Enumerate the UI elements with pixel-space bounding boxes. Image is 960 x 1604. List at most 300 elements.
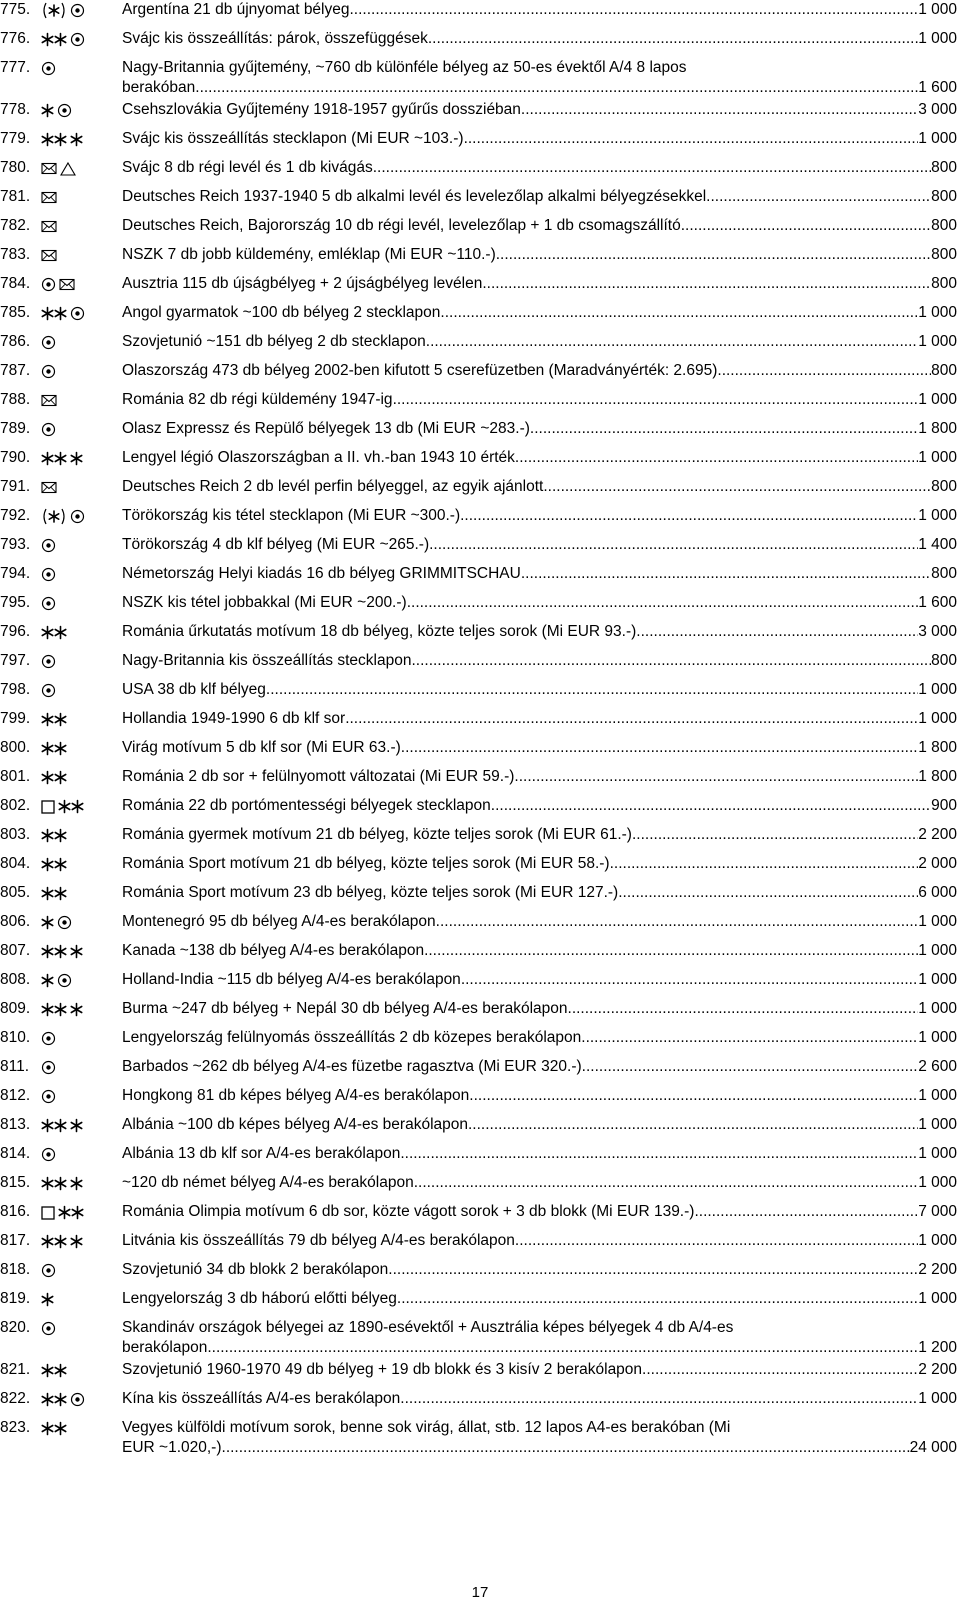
condition-symbols bbox=[41, 161, 76, 176]
lot-price: 1 800 bbox=[918, 768, 957, 785]
dot-leader bbox=[491, 796, 931, 816]
condition-symbols bbox=[41, 944, 83, 959]
dot-leader bbox=[618, 883, 918, 903]
lot-text: EUR ~1.020,-) bbox=[122, 1439, 222, 1456]
double-star-icon bbox=[41, 1421, 67, 1436]
lot-description bbox=[122, 506, 957, 526]
lot-number: 819. bbox=[0, 1290, 31, 1307]
lot-price: 1 000 bbox=[918, 1087, 957, 1104]
lot-description bbox=[122, 825, 957, 845]
envelope-icon bbox=[41, 220, 57, 233]
lot-number: 791. bbox=[0, 478, 31, 495]
lot-text: Szovjetunió 1960-1970 49 db bélyeg + 19 db blokk és 3 kisív 2 berakólapon bbox=[122, 1361, 643, 1378]
lot-price: 1 000 bbox=[918, 1290, 957, 1307]
dot-leader bbox=[515, 448, 918, 468]
lot-number: 790. bbox=[0, 449, 31, 466]
lot-description bbox=[122, 29, 957, 49]
condition-symbols bbox=[41, 219, 57, 234]
double-star-icon bbox=[41, 451, 67, 466]
lot-number: 810. bbox=[0, 1029, 31, 1046]
lot-number: 789. bbox=[0, 420, 31, 437]
dot-leader bbox=[400, 1144, 918, 1164]
star-icon bbox=[70, 451, 83, 466]
dot-leader bbox=[581, 1028, 918, 1048]
lot-text: Svájc 8 db régi levél és 1 db kivágás bbox=[122, 159, 373, 176]
lot-text: Nagy-Britannia kis összeállítás stecklapon bbox=[122, 652, 412, 669]
lot-number: 782. bbox=[0, 217, 31, 234]
circle-icon bbox=[70, 509, 85, 524]
lot-description bbox=[122, 767, 957, 787]
condition-symbols bbox=[41, 973, 72, 988]
dot-leader bbox=[568, 999, 919, 1019]
double-star-icon bbox=[41, 1002, 67, 1017]
double-star-icon bbox=[41, 857, 67, 872]
condition-symbols bbox=[41, 3, 85, 18]
envelope-icon bbox=[41, 481, 57, 494]
circle-icon bbox=[41, 1263, 56, 1278]
condition-symbols bbox=[41, 509, 85, 524]
dot-leader bbox=[411, 651, 931, 671]
lot-description bbox=[122, 1115, 957, 1135]
lot-price: 800 bbox=[931, 217, 957, 234]
lot-number: 780. bbox=[0, 159, 31, 176]
lot-price: 1 000 bbox=[918, 391, 957, 408]
lot-number: 778. bbox=[0, 101, 31, 118]
double-star-icon bbox=[41, 944, 67, 959]
lot-number: 792. bbox=[0, 507, 31, 524]
dot-leader bbox=[468, 1115, 918, 1135]
lot-number: 783. bbox=[0, 246, 31, 263]
dot-leader bbox=[496, 245, 931, 265]
lot-number: 814. bbox=[0, 1145, 31, 1162]
double-star-icon bbox=[41, 306, 67, 321]
dot-leader bbox=[694, 1202, 918, 1222]
lot-text: Kína kis összeállítás A/4-es berakólapon bbox=[122, 1390, 401, 1407]
lot-number: 797. bbox=[0, 652, 31, 669]
lot-number: 816. bbox=[0, 1203, 31, 1220]
lot-description bbox=[122, 58, 957, 98]
double-star-icon bbox=[41, 1176, 67, 1191]
double-star-icon bbox=[41, 886, 67, 901]
triangle-icon bbox=[60, 162, 76, 176]
lot-number: 776. bbox=[0, 30, 31, 47]
lot-price: 2 200 bbox=[918, 826, 957, 843]
lot-description bbox=[122, 622, 957, 642]
lot-text: ~120 db német bélyeg A/4-es berakólapon bbox=[122, 1174, 414, 1191]
lot-price: 1 000 bbox=[918, 971, 957, 988]
lot-number: 808. bbox=[0, 971, 31, 988]
lot-text: Argentína 21 db újnyomat bélyeg bbox=[122, 1, 350, 18]
lot-text: NSZK kis tétel jobbakkal (Mi EUR ~200.-) bbox=[122, 594, 407, 611]
condition-symbols bbox=[41, 335, 56, 350]
double-star-icon bbox=[41, 770, 67, 785]
lot-text: Svájc kis összeállítás stecklapon (Mi EUR ~103.-) bbox=[122, 130, 464, 147]
lot-description bbox=[122, 303, 957, 323]
lot-number: 781. bbox=[0, 188, 31, 205]
lot-description bbox=[122, 709, 957, 729]
dot-leader bbox=[222, 1438, 910, 1458]
lot-price: 800 bbox=[931, 652, 957, 669]
condition-symbols bbox=[41, 393, 57, 408]
lot-price: 800 bbox=[931, 275, 957, 292]
lot-text-first-line: Nagy-Britannia gyűjtemény, ~760 db különféle bélyeg az 50-es évektől A/4 8 lapos bbox=[122, 59, 687, 76]
dot-leader bbox=[350, 0, 919, 20]
lot-price: 2 200 bbox=[918, 1261, 957, 1278]
lot-number: 795. bbox=[0, 594, 31, 611]
circle-icon bbox=[70, 32, 85, 47]
lot-text: Deutsches Reich, Bajorország 10 db régi levél, levelezőlap + 1 db csomagszállító bbox=[122, 217, 681, 234]
condition-symbols bbox=[41, 799, 84, 814]
double-star-icon bbox=[41, 712, 67, 727]
lot-description bbox=[122, 448, 957, 468]
lot-price: 800 bbox=[931, 362, 957, 379]
dot-leader bbox=[482, 274, 931, 294]
lot-price: 1 000 bbox=[918, 130, 957, 147]
lot-description bbox=[122, 1418, 957, 1458]
condition-symbols bbox=[41, 654, 56, 669]
circle-icon bbox=[70, 1392, 85, 1407]
star-icon bbox=[70, 132, 83, 147]
lot-price: 800 bbox=[931, 159, 957, 176]
envelope-icon bbox=[41, 249, 57, 262]
lot-text: Törökország kis tétel stecklapon (Mi EUR ~300.-) bbox=[122, 507, 461, 524]
lot-price: 7 000 bbox=[918, 1203, 957, 1220]
condition-symbols bbox=[41, 1292, 54, 1307]
dot-leader bbox=[426, 332, 918, 352]
lot-number: 785. bbox=[0, 304, 31, 321]
condition-symbols bbox=[41, 480, 57, 495]
condition-symbols bbox=[41, 1176, 83, 1191]
condition-symbols bbox=[41, 567, 56, 582]
condition-symbols bbox=[41, 857, 67, 872]
star-icon bbox=[41, 1292, 54, 1307]
lot-number: 803. bbox=[0, 826, 31, 843]
lot-text: Románia Sport motívum 21 db bélyeg, közte teljes sorok (Mi EUR 58.-) bbox=[122, 855, 610, 872]
lot-text: Deutsches Reich 1937-1940 5 db alkalmi levél és levelezőlap alkalmi bélyegzésekkel bbox=[122, 188, 707, 205]
condition-symbols bbox=[41, 61, 56, 76]
lot-price: 1 000 bbox=[918, 913, 957, 930]
square-icon bbox=[41, 1206, 55, 1220]
star-icon bbox=[70, 944, 83, 959]
lot-price: 1 000 bbox=[918, 1000, 957, 1017]
dot-leader bbox=[681, 216, 931, 236]
lot-description bbox=[122, 1057, 957, 1077]
dot-leader bbox=[461, 970, 918, 990]
lot-text: Olaszország 473 db bélyeg 2002-ben kifutott 5 cserefüzetben (Maradványérték: 2.695) bbox=[122, 362, 718, 379]
lot-text: USA 38 db klf bélyeg bbox=[122, 681, 266, 698]
lot-text: Albánia ~100 db képes bélyeg A/4-es berakólapon bbox=[122, 1116, 468, 1133]
circle-icon bbox=[41, 277, 56, 292]
dot-leader bbox=[636, 622, 918, 642]
condition-symbols bbox=[41, 190, 57, 205]
lot-description bbox=[122, 999, 957, 1019]
lot-description bbox=[122, 1389, 957, 1409]
lot-number: 818. bbox=[0, 1261, 31, 1278]
condition-symbols bbox=[41, 364, 56, 379]
circle-icon bbox=[41, 683, 56, 698]
dot-leader bbox=[521, 100, 918, 120]
lot-price: 800 bbox=[931, 478, 957, 495]
lot-number: 796. bbox=[0, 623, 31, 640]
lot-text: Románia 22 db portómentességi bélyegek stecklapon bbox=[122, 797, 491, 814]
star-icon bbox=[70, 1234, 83, 1249]
lot-price: 1 000 bbox=[918, 1, 957, 18]
lot-description bbox=[122, 854, 957, 874]
lot-price: 1 000 bbox=[918, 449, 957, 466]
lot-description bbox=[122, 1318, 957, 1358]
lot-text: Románia Olimpia motívum 6 db sor, közte vágott sorok + 3 db blokk (Mi EUR 139.-) bbox=[122, 1203, 695, 1220]
circle-icon bbox=[41, 1147, 56, 1162]
star-icon bbox=[70, 1118, 83, 1133]
lot-price: 1 800 bbox=[918, 739, 957, 756]
lot-description bbox=[122, 1202, 957, 1222]
condition-symbols bbox=[41, 828, 67, 843]
lot-number: 815. bbox=[0, 1174, 31, 1191]
circle-icon bbox=[41, 364, 56, 379]
lot-number: 821. bbox=[0, 1361, 31, 1378]
dot-leader bbox=[521, 564, 931, 584]
lot-description bbox=[122, 883, 957, 903]
lot-description bbox=[122, 216, 957, 236]
star-icon bbox=[70, 1176, 83, 1191]
condition-symbols bbox=[41, 712, 67, 727]
lot-description bbox=[122, 361, 957, 381]
condition-symbols bbox=[41, 1002, 83, 1017]
lot-description bbox=[122, 738, 957, 758]
dot-leader bbox=[407, 593, 919, 613]
condition-symbols bbox=[41, 422, 56, 437]
condition-symbols bbox=[41, 1147, 56, 1162]
circle-icon bbox=[41, 335, 56, 350]
double-star-icon bbox=[41, 32, 67, 47]
lot-text: berakólapon bbox=[122, 1339, 208, 1356]
lot-text: Románia Sport motívum 23 db bélyeg, közte teljes sorok (Mi EUR 127.-) bbox=[122, 884, 619, 901]
condition-symbols bbox=[41, 1263, 56, 1278]
circle-icon bbox=[41, 1060, 56, 1075]
lot-number: 793. bbox=[0, 536, 31, 553]
lot-number: 813. bbox=[0, 1116, 31, 1133]
lot-price: 1 000 bbox=[918, 681, 957, 698]
lot-description bbox=[122, 1289, 957, 1309]
dot-leader bbox=[266, 680, 918, 700]
double-star-icon bbox=[41, 1392, 67, 1407]
lot-description bbox=[122, 941, 957, 961]
lot-description bbox=[122, 245, 957, 265]
condition-symbols bbox=[41, 1234, 83, 1249]
condition-symbols bbox=[41, 1363, 67, 1378]
lot-description bbox=[122, 1028, 957, 1048]
envelope-icon bbox=[59, 278, 75, 291]
condition-symbols bbox=[41, 1118, 83, 1133]
dot-leader bbox=[424, 941, 918, 961]
lot-number: 801. bbox=[0, 768, 31, 785]
condition-symbols bbox=[41, 248, 57, 263]
lot-number: 779. bbox=[0, 130, 31, 147]
condition-symbols bbox=[41, 306, 85, 321]
lot-price: 1 600 bbox=[918, 79, 957, 96]
lot-number: 777. bbox=[0, 59, 31, 76]
lot-text-first-line: Vegyes külföldi motívum sorok, benne sok virág, állat, stb. 12 lapos A4-es berakóban (Mi bbox=[122, 1419, 731, 1436]
page-number: 17 bbox=[471, 1584, 489, 1601]
lot-price: 1 000 bbox=[918, 1232, 957, 1249]
lot-number: 798. bbox=[0, 681, 31, 698]
double-star-icon bbox=[41, 1363, 67, 1378]
condition-symbols bbox=[41, 1392, 85, 1407]
dot-leader bbox=[429, 535, 918, 555]
dot-leader bbox=[436, 912, 919, 932]
double-star-icon bbox=[41, 741, 67, 756]
lot-number: 812. bbox=[0, 1087, 31, 1104]
lot-price: 1 200 bbox=[918, 1339, 957, 1356]
circle-icon bbox=[41, 1321, 56, 1336]
condition-symbols bbox=[41, 1421, 67, 1436]
circle-icon bbox=[41, 61, 56, 76]
lot-text: Burma ~247 db bélyeg + Nepál 30 db bélyeg A/4-es berakólapon bbox=[122, 1000, 568, 1017]
lot-text: Románia 2 db sor + felülnyomott változatai (Mi EUR 59.-) bbox=[122, 768, 515, 785]
condition-symbols bbox=[41, 770, 67, 785]
dot-leader bbox=[706, 187, 931, 207]
lot-price: 1 600 bbox=[918, 594, 957, 611]
lot-price: 900 bbox=[931, 797, 957, 814]
lot-description bbox=[122, 100, 957, 120]
lot-text: Lengyel légió Olaszországban a II. vh.-ban 1943 10 érték bbox=[122, 449, 515, 466]
star-icon bbox=[41, 103, 54, 118]
condition-symbols bbox=[41, 683, 56, 698]
lot-description bbox=[122, 651, 957, 671]
dot-leader bbox=[388, 1260, 918, 1280]
lot-text: Németország Helyi kiadás 16 db bélyeg GRIMMITSCHAU bbox=[122, 565, 521, 582]
lot-price: 1 000 bbox=[918, 507, 957, 524]
lot-text: Albánia 13 db klf sor A/4-es berakólapon bbox=[122, 1145, 401, 1162]
lot-text: Montenegró 95 db bélyeg A/4-es berakólapon bbox=[122, 913, 436, 930]
dot-leader bbox=[428, 29, 918, 49]
lot-number: 800. bbox=[0, 739, 31, 756]
condition-symbols bbox=[41, 1205, 84, 1220]
lot-description bbox=[122, 564, 957, 584]
circle-icon bbox=[41, 1031, 56, 1046]
dot-leader bbox=[400, 1389, 918, 1409]
lot-number: 817. bbox=[0, 1232, 31, 1249]
lot-description bbox=[122, 912, 957, 932]
lot-description bbox=[122, 274, 957, 294]
lot-price: 800 bbox=[931, 565, 957, 582]
lot-number: 804. bbox=[0, 855, 31, 872]
lot-text: Kanada ~138 db bélyeg A/4-es berakólapon bbox=[122, 942, 425, 959]
condition-symbols bbox=[41, 1321, 56, 1336]
double-star-icon bbox=[41, 132, 67, 147]
lot-number: 794. bbox=[0, 565, 31, 582]
condition-symbols bbox=[41, 1089, 56, 1104]
double-star-icon bbox=[58, 799, 84, 814]
lot-price: 1 800 bbox=[918, 420, 957, 437]
dot-leader bbox=[397, 1289, 918, 1309]
lot-description bbox=[122, 1144, 957, 1164]
condition-symbols bbox=[41, 451, 83, 466]
square-icon bbox=[41, 800, 55, 814]
lot-text: Románia űrkutatás motívum 18 db bélyeg, közte teljes sorok (Mi EUR 93.-) bbox=[122, 623, 637, 640]
lot-price: 1 000 bbox=[918, 304, 957, 321]
dot-leader bbox=[543, 477, 931, 497]
lot-number: 809. bbox=[0, 1000, 31, 1017]
lot-number: 775. bbox=[0, 1, 31, 18]
envelope-icon bbox=[41, 162, 57, 175]
condition-symbols bbox=[41, 538, 56, 553]
envelope-icon bbox=[41, 394, 57, 407]
lot-price: 24 000 bbox=[909, 1439, 957, 1456]
lot-text: Szovjetunió ~151 db bélyeg 2 db stecklapon bbox=[122, 333, 426, 350]
lot-number: 807. bbox=[0, 942, 31, 959]
circle-icon bbox=[57, 915, 72, 930]
circle-icon bbox=[41, 596, 56, 611]
dot-leader bbox=[530, 419, 918, 439]
double-star-icon bbox=[41, 1118, 67, 1133]
lot-price: 3 000 bbox=[918, 101, 957, 118]
lot-text: Olasz Expressz és Repülő bélyegek 13 db (Mi EUR ~283.-) bbox=[122, 420, 530, 437]
lot-text: Svájc kis összeállítás: párok, összefüggések bbox=[122, 30, 428, 47]
lot-price: 800 bbox=[931, 188, 957, 205]
lot-description bbox=[122, 1360, 957, 1380]
lot-text: Szovjetunió 34 db blokk 2 berakólapon bbox=[122, 1261, 389, 1278]
lot-price: 1 000 bbox=[918, 942, 957, 959]
lot-text: Barbados ~262 db bélyeg A/4-es füzetbe ragasztva (Mi EUR 320.-) bbox=[122, 1058, 582, 1075]
lot-description bbox=[122, 796, 957, 816]
lot-text: Angol gyarmatok ~100 db bélyeg 2 stecklapon bbox=[122, 304, 441, 321]
lot-number: 823. bbox=[0, 1419, 31, 1436]
dot-leader bbox=[515, 1231, 918, 1251]
dot-leader bbox=[464, 129, 919, 149]
lot-price: 1 000 bbox=[918, 1390, 957, 1407]
dot-leader bbox=[610, 854, 919, 874]
star-icon bbox=[41, 915, 54, 930]
lot-description bbox=[122, 187, 957, 207]
lot-description bbox=[122, 1231, 957, 1251]
circle-icon bbox=[57, 973, 72, 988]
dot-leader bbox=[207, 1338, 918, 1358]
double-star-icon bbox=[41, 625, 67, 640]
lot-price: 2 200 bbox=[918, 1361, 957, 1378]
lot-price: 6 000 bbox=[918, 884, 957, 901]
lot-description bbox=[122, 535, 957, 555]
lot-price: 1 000 bbox=[918, 710, 957, 727]
lot-number: 811. bbox=[0, 1058, 30, 1075]
lot-price: 1 000 bbox=[918, 1029, 957, 1046]
lot-price: 1 000 bbox=[918, 1145, 957, 1162]
lot-number: 805. bbox=[0, 884, 31, 901]
lot-description bbox=[122, 1086, 957, 1106]
lot-price: 1 000 bbox=[918, 333, 957, 350]
paren-star-icon bbox=[41, 508, 67, 525]
lot-description bbox=[122, 680, 957, 700]
lot-description bbox=[122, 1260, 957, 1280]
circle-icon bbox=[41, 422, 56, 437]
condition-symbols bbox=[41, 32, 85, 47]
dot-leader bbox=[440, 303, 918, 323]
lot-number: 822. bbox=[0, 1390, 31, 1407]
envelope-icon bbox=[41, 191, 57, 204]
dot-leader bbox=[345, 709, 918, 729]
lot-description bbox=[122, 129, 957, 149]
lot-price: 1 400 bbox=[918, 536, 957, 553]
lot-text: Holland-India ~115 db bélyeg A/4-es berakólapon bbox=[122, 971, 461, 988]
dot-leader bbox=[401, 738, 918, 758]
lot-number: 784. bbox=[0, 275, 31, 292]
lot-text: berakóban bbox=[122, 79, 196, 96]
lot-description bbox=[122, 970, 957, 990]
condition-symbols bbox=[41, 132, 83, 147]
condition-symbols bbox=[41, 103, 72, 118]
lot-description bbox=[122, 593, 957, 613]
dot-leader bbox=[582, 1057, 919, 1077]
